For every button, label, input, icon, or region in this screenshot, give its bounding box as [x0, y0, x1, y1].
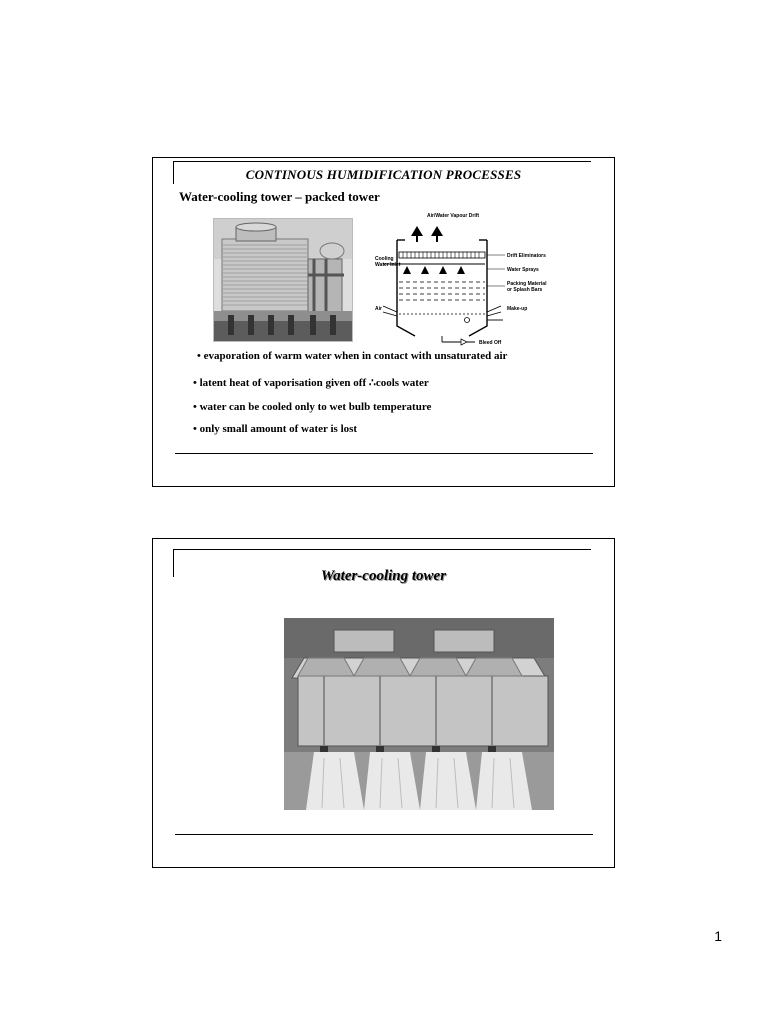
label-drift: Air/Water Vapour Drift — [427, 213, 480, 219]
slide-footer-rule — [175, 453, 593, 454]
slide-top-rule — [173, 161, 591, 162]
water-cooling-tower-photo — [284, 618, 554, 810]
slide-top-rule — [173, 549, 591, 550]
label-packing-1: Packing Material — [507, 281, 547, 287]
bullet-item: • water can be cooled only to wet bulb temperature — [193, 401, 432, 413]
bullet-item: • evaporation of warm water when in contact with unsaturated air — [197, 350, 508, 362]
label-drift-eliminators: Drift Eliminators — [507, 253, 546, 259]
slide-title: CONTINOUS HUMIDIFICATION PROCESSES — [245, 167, 522, 182]
label-cooling-water-inlet-2: Water Inlet — [375, 262, 401, 268]
label-cooling-water-inlet-1: Cooling — [375, 256, 394, 262]
slide-1 — [152, 157, 615, 487]
cooling-tower-photo — [213, 218, 353, 342]
label-bleed-off: Bleed Off — [479, 340, 502, 346]
page-number: 1 — [714, 928, 722, 944]
label-water-sprays: Water Sprays — [507, 267, 539, 273]
bullet-item: • only small amount of water is lost — [193, 423, 358, 435]
slide-2 — [152, 538, 615, 868]
packed-tower-diagram — [375, 208, 565, 346]
bullet-item: • latent heat of vaporisation given off ∴cools water — [193, 377, 429, 389]
slide-footer-rule — [175, 834, 593, 835]
label-packing-2: or Splash Bars — [507, 287, 543, 293]
label-makeup: Make-up — [507, 306, 528, 312]
label-air: Air — [375, 306, 382, 312]
slide-subtitle: Water-cooling tower – packed tower — [179, 189, 380, 204]
slide-title: Water-cooling tower — [320, 568, 447, 584]
